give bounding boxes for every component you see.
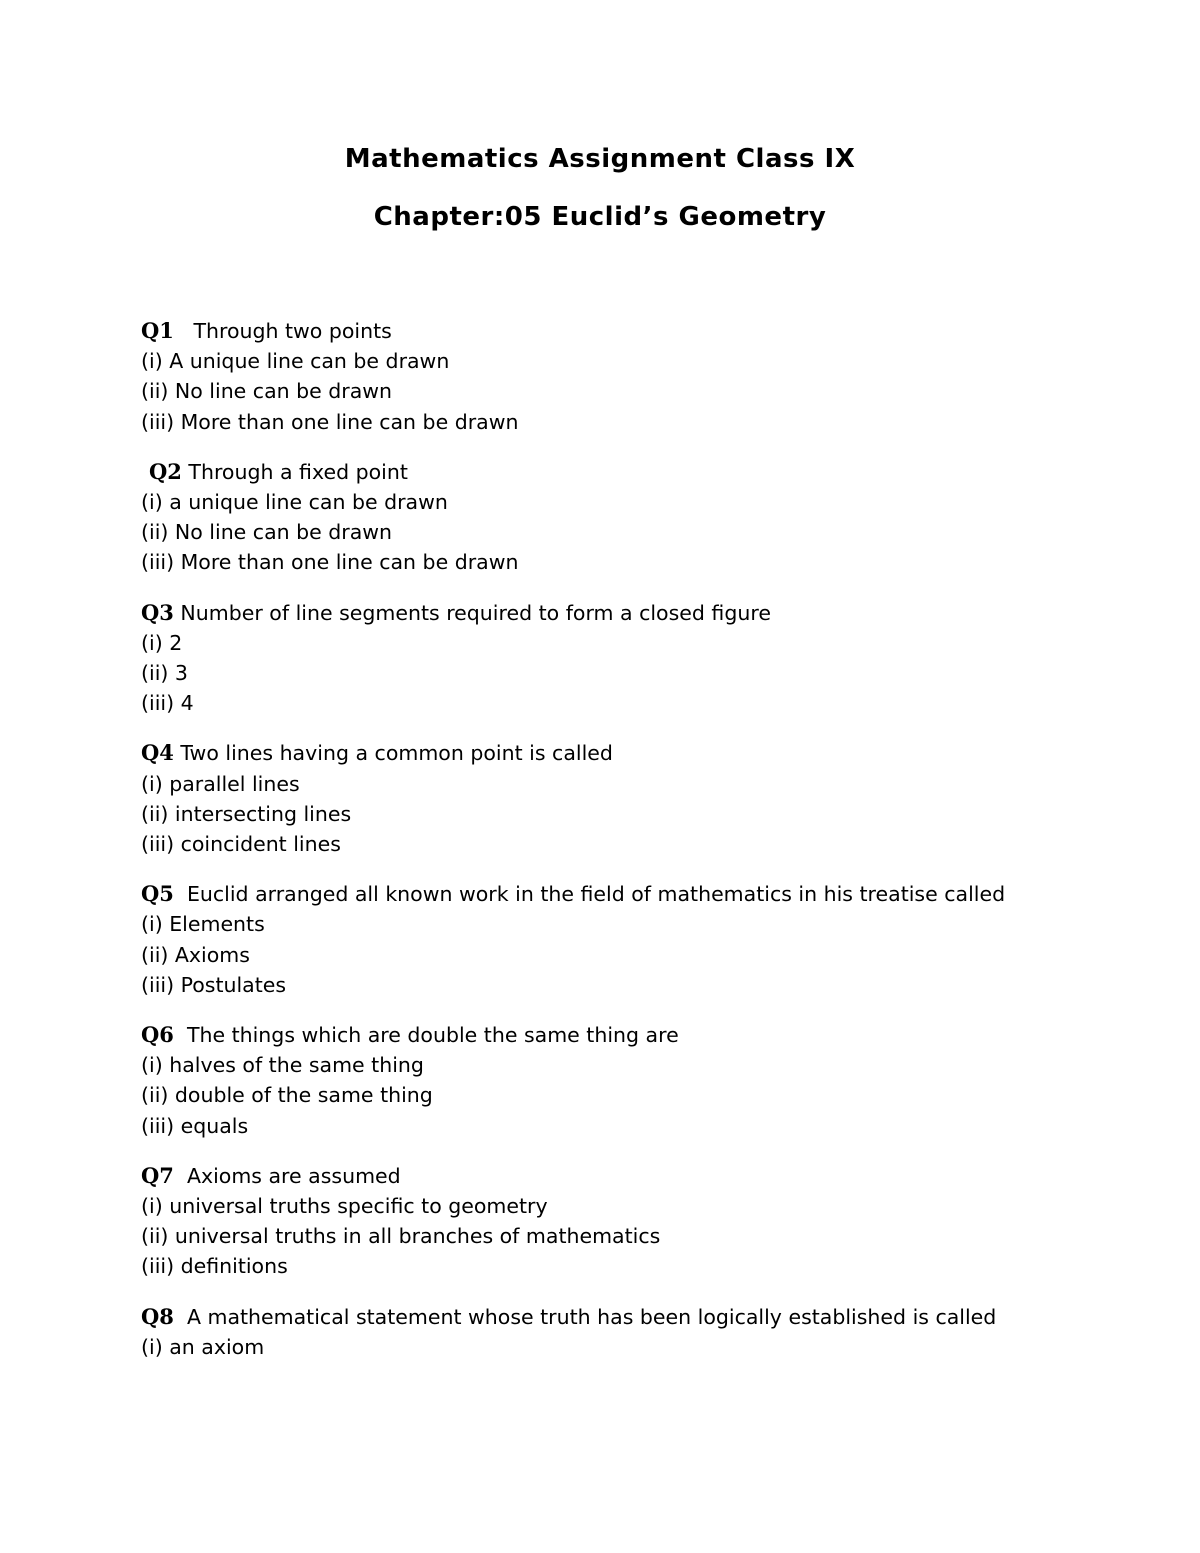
answer-option: (i) a unique line can be drawn (141, 490, 448, 515)
answer-option: (ii) intersecting lines (141, 801, 352, 826)
answer-option: (iii) 4 (141, 691, 194, 716)
question-number: Q4 (141, 740, 174, 766)
question-text: Through two points (173, 319, 392, 343)
question-item (141, 457, 1141, 578)
answer-option: (ii) double of the same thing (141, 1083, 433, 1108)
answer-option: (iii) More than one line can be drawn (141, 550, 519, 575)
question-number: Q5 (141, 881, 174, 907)
question-item (141, 1161, 1141, 1282)
question-item (141, 738, 1141, 859)
answer-option: (ii) No line can be drawn (141, 379, 393, 404)
answer-option: (ii) No line can be drawn (141, 520, 393, 545)
answer-option: (i) universal truths specific to geometry (141, 1194, 548, 1219)
question-number: Q7 (141, 1162, 174, 1188)
question-number: Q6 (141, 1022, 174, 1048)
answer-option: (iii) More than one line can be drawn (141, 409, 519, 434)
answer-option: (i) Elements (141, 912, 265, 937)
question-item (141, 1302, 1141, 1362)
answer-option: (i) 2 (141, 630, 183, 655)
chapter-heading: Chapter:05 Euclid’s Geometry (373, 202, 827, 232)
answer-option: (iii) Postulates (141, 972, 287, 997)
answer-option: (iii) coincident lines (141, 832, 341, 857)
question-number: Q1 (141, 318, 174, 343)
answer-option: (iii) definitions (141, 1254, 288, 1279)
question-number: Q3 (141, 599, 174, 625)
question-item (141, 598, 1141, 719)
answer-option: (ii) Axioms (141, 942, 250, 967)
answer-option: (ii) universal truths in all branches of mathematics (141, 1224, 661, 1249)
question-text: The things which are double the same thing are (173, 1023, 679, 1048)
answer-option: (i) parallel lines (141, 771, 300, 796)
question-item (141, 316, 1141, 437)
question-item (141, 1020, 1141, 1141)
answer-option: (iii) equals (141, 1113, 249, 1138)
question-text: Euclid arranged all known work in the field of mathematics in his treatise called (173, 882, 1006, 907)
question-text: A mathematical statement whose truth has been logically established is called (173, 1304, 997, 1329)
question-list (141, 316, 1141, 1382)
page-title: Mathematics Assignment Class IX (344, 144, 856, 174)
answer-option: (i) an axiom (141, 1334, 265, 1359)
question-number: Q8 (141, 1303, 174, 1329)
question-number: Q2 (149, 458, 182, 484)
question-item (141, 879, 1141, 1000)
question-text: Two lines having a common point is called (173, 741, 613, 766)
answer-option: (i) A unique line can be drawn (141, 349, 450, 374)
answer-option: (ii) 3 (141, 661, 188, 686)
answer-option: (i) halves of the same thing (141, 1053, 424, 1078)
question-text: Axioms are assumed (173, 1163, 401, 1188)
question-text: Number of line segments required to form a closed figure (173, 600, 771, 625)
question-text: Through a fixed point (181, 459, 408, 484)
